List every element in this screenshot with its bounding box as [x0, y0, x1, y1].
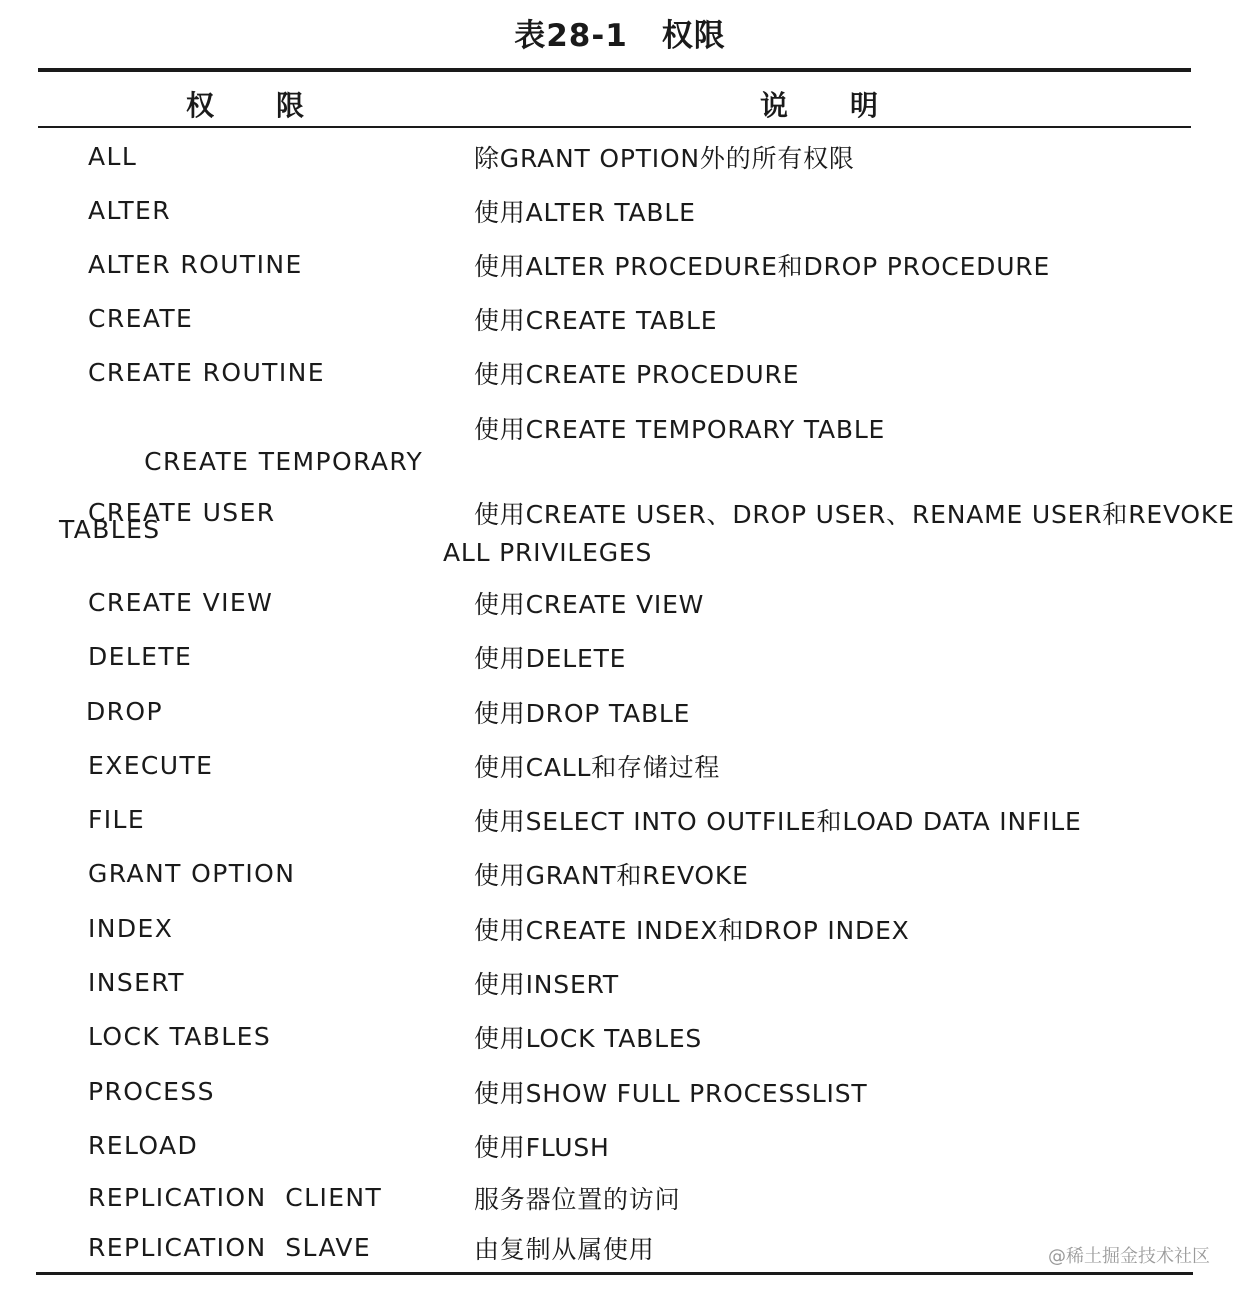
table-number: 表28-1 — [514, 18, 628, 54]
description-cell: 使用LOCK TABLES — [474, 1024, 703, 1053]
description-cell: 使用ALTER PROCEDURE和DROP PROCEDURE — [474, 252, 1051, 281]
table-title: 权限 — [661, 18, 726, 54]
privilege-cell: LOCK TABLES — [88, 1022, 272, 1051]
description-cell: 使用ALTER TABLE — [474, 198, 696, 227]
description-cell — [443, 496, 1235, 572]
privilege-cell: ALTER ROUTINE — [88, 250, 303, 279]
privilege-cell: CREATE — [88, 304, 194, 333]
privilege-cell: GRANT OPTION — [88, 859, 296, 888]
description-cell: 使用INSERT — [474, 970, 619, 999]
privilege-cell: ALTER — [88, 196, 172, 225]
bottom-rule — [36, 1272, 1193, 1275]
description-cell: 使用CREATE PROCEDURE — [474, 360, 800, 389]
description-cell: 使用GRANT和REVOKE — [474, 861, 749, 890]
header-description: 说 明 — [760, 89, 881, 122]
privilege-cell: REPLICATION CLIENT — [88, 1183, 383, 1212]
description-cell: 使用CREATE TEMPORARY TABLE — [474, 415, 886, 444]
privilege-cell: INDEX — [88, 914, 174, 943]
privilege-cell-continuation: TABLES — [59, 515, 161, 544]
privilege-cell: FILE — [88, 805, 146, 834]
description-cell: 使用DROP TABLE — [474, 699, 691, 728]
privilege-cell: CREATE VIEW — [88, 588, 274, 617]
description-cell: 使用CREATE VIEW — [474, 590, 705, 619]
privilege-cell: ALL — [88, 142, 138, 171]
table-caption — [0, 10, 1240, 55]
description-cell-continuation: ALL PRIVILEGES — [443, 538, 653, 567]
privilege-cell: RELOAD — [88, 1131, 199, 1160]
description-cell: 使用CALL和存储过程 — [474, 753, 721, 782]
privilege-cell: PROCESS — [88, 1077, 215, 1106]
privilege-cell: REPLICATION SLAVE — [88, 1233, 372, 1262]
header-rule — [38, 126, 1191, 128]
description-cell: 使用FLUSH — [474, 1133, 610, 1162]
description-cell: 使用CREATE TABLE — [474, 306, 718, 335]
description-cell: 服务器位置的访问 — [474, 1185, 681, 1214]
privilege-cell: CREATE ROUTINE — [88, 358, 325, 387]
privilege-cell: DROP — [86, 697, 163, 726]
privilege-cell: DELETE — [88, 642, 193, 671]
privilege-cell: CREATE USER — [88, 498, 276, 527]
description-cell-line: 使用CREATE USER、DROP USER、RENAME USER和REVOKE — [474, 500, 1235, 529]
header-privilege: 权 限 — [186, 89, 307, 122]
description-cell: 使用SELECT INTO OUTFILE和LOAD DATA INFILE — [474, 807, 1082, 836]
watermark: @稀土掘金技术社区 — [1048, 1246, 1210, 1267]
description-cell: 除GRANT OPTION外的所有权限 — [474, 144, 855, 173]
privilege-cell: INSERT — [88, 968, 185, 997]
description-cell: 使用SHOW FULL PROCESSLIST — [474, 1079, 868, 1108]
privilege-cell-line: CREATE TEMPORARY — [144, 447, 424, 476]
description-cell: 由复制从属使用 — [474, 1235, 655, 1264]
privilege-cell: EXECUTE — [88, 751, 214, 780]
description-cell: 使用CREATE INDEX和DROP INDEX — [474, 916, 910, 945]
top-rule — [38, 68, 1191, 72]
description-cell: 使用DELETE — [474, 644, 627, 673]
